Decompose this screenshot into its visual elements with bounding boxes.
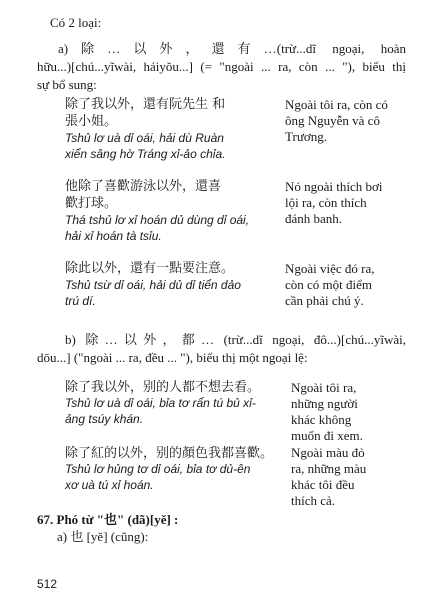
example-chinese-line: 張小姐。: [65, 114, 118, 129]
example-vietnamese-line: còn có một điểm: [285, 277, 373, 292]
section-b-line-1: b) 除…以外，都… (trừ...dĩ ngoại, đô...)[chú...yĩwài,: [65, 332, 406, 347]
example-vietnamese-line: khác không: [291, 412, 352, 427]
example-vietnamese-line: Nó ngoài thích bơi: [285, 179, 383, 194]
example-vietnamese-line: Ngoài việc đó ra,: [285, 261, 375, 276]
example-chinese-line: 除了紅的以外，别的顏色我都喜歡。: [65, 446, 274, 461]
example-chinese-line: 歡打球。: [65, 196, 118, 211]
example-vietnamese-line: Ngoài tôi ra, còn có: [285, 97, 388, 112]
example-vietnamese-line: cần phải chú ý.: [285, 293, 364, 308]
example-vietnamese-line: ông Nguyễn và cô: [285, 113, 380, 128]
example-vietnamese-line: Ngoài tôi ra,: [291, 380, 357, 395]
example-chinese-line: 除了我以外，别的人都不想去看。: [65, 380, 261, 395]
example-transliteration-line: xơ uà tú xỉ hoán.: [65, 478, 154, 492]
example-vietnamese-line: Trương.: [285, 129, 327, 144]
section-b-line-2: dōu...] ("ngoài ... ra, đều ... "), biểu thị một ngoại lệ:: [37, 350, 308, 365]
example-transliteration-line: Tshủ lơ hủng tơ dỉ oái, bỉa tơ dủ-ên: [65, 462, 251, 476]
section-a-line-3: sự bổ sung:: [37, 77, 97, 92]
example-vietnamese-line: lội ra, còn thích: [285, 195, 367, 210]
example-vietnamese-line: đánh banh.: [285, 211, 343, 226]
example-transliteration-line: ảng tsúy khán.: [65, 412, 144, 426]
example-vietnamese-line: khác tôi đều: [291, 477, 355, 492]
intro-line: Có 2 loại:: [50, 15, 102, 30]
heading-67: 67. Phó từ "也" (dã)[yě] :: [37, 512, 179, 527]
section-a-line-1: a)除…以外，還有…(trừ...dĩ ngoại, hoàn: [58, 41, 406, 56]
example-transliteration-line: Thá tshủ lơ xỉ hoán dủ dùng dỉ oái,: [65, 213, 250, 227]
example-transliteration-line: trú dí.: [65, 294, 96, 308]
example-transliteration-line: xiển sâng hờ Tráng xỉ-ảo chỉa.: [65, 147, 226, 161]
example-vietnamese-line: thích cả.: [291, 493, 336, 508]
example-chinese-line: 除了我以外，還有阮先生 和: [65, 97, 226, 112]
example-vietnamese-line: những người: [291, 396, 358, 411]
sub-a-line: a) 也 [yě] (cũng):: [57, 529, 149, 544]
example-transliteration-line: hải xỉ hoán tà tsỉu.: [65, 229, 162, 243]
example-vietnamese-line: ra, những màu: [291, 461, 367, 476]
section-a-line-2: hữu...)[chú...yĩwài, háiyŏu...] (= "ngoài ... ra, còn ... "), biểu thị: [37, 59, 406, 74]
example-vietnamese-line: Ngoài màu đỏ: [291, 445, 365, 460]
example-vietnamese-line: muốn đi xem.: [291, 428, 363, 443]
example-chinese-line: 他除了喜歡游泳以外，還喜: [65, 179, 222, 194]
example-chinese-line: 除此以外，還有一點要注意。: [65, 261, 235, 276]
page-number: 512: [37, 577, 58, 591]
example-transliteration-line: Tshủ lơ uà dỉ oái, hải dù Ruàn: [65, 131, 224, 145]
example-transliteration-line: Tshủ lơ uà dỉ oái, bỉa tơ rẩn tú bủ xỉ-: [65, 396, 256, 410]
example-transliteration-line: Tshủ tsừ dỉ oái, hải dủ dỉ tiển dảo: [65, 278, 241, 292]
